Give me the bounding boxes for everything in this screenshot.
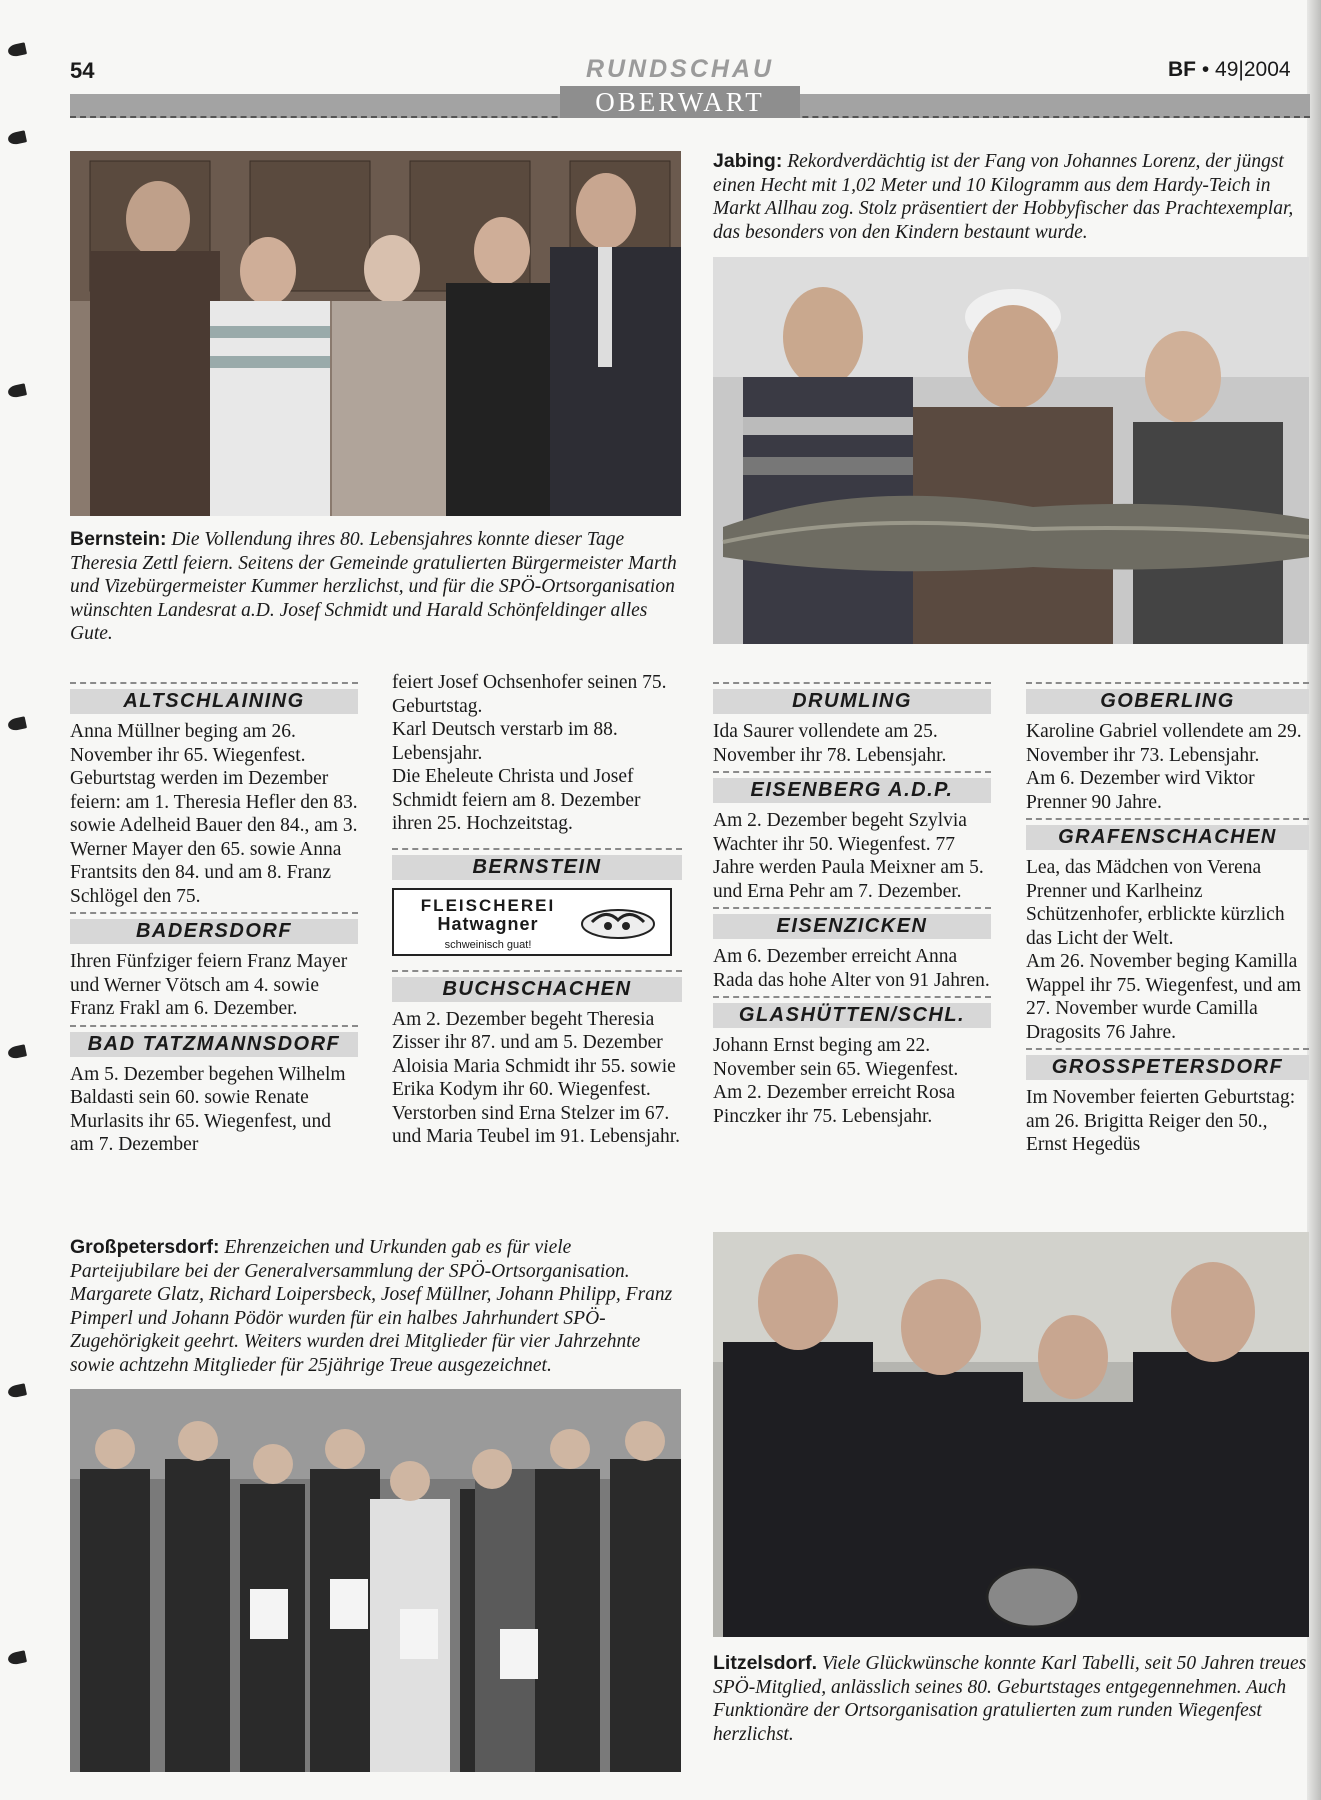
section-heading-label: BAD TATZMANNSDORF xyxy=(70,1032,358,1057)
margin-mark xyxy=(7,1650,27,1665)
caption-jabing xyxy=(713,150,1309,244)
brand-label: BF xyxy=(1168,58,1196,81)
caption-lead: Großpetersdorf: xyxy=(70,1236,220,1258)
ad-line-2: Hatwagner xyxy=(437,913,539,934)
caption-lead: Litzelsdorf. xyxy=(713,1652,818,1674)
photo-litzelsdorf-image xyxy=(713,1232,1309,1637)
sausage-platter-icon xyxy=(578,902,658,942)
section-text: feiert Josef Ochsenhofer seinen 75. Geburtstag. xyxy=(392,672,667,717)
advertisement xyxy=(392,888,672,956)
scan-edge xyxy=(1307,0,1321,1800)
section-heading xyxy=(713,907,991,939)
section-text: Karl Deutsch verstarb im 88. Lebensjahr. xyxy=(392,719,618,764)
section-heading-label: BUCHSCHACHEN xyxy=(392,977,682,1002)
photo-litzelsdorf xyxy=(713,1232,1309,1637)
caption-bernstein xyxy=(70,528,682,646)
photo-jabing-image xyxy=(713,257,1309,644)
photo-grosspetersdorf xyxy=(70,1389,681,1772)
section-heading xyxy=(70,682,358,714)
column-1 xyxy=(70,678,358,1157)
section-heading xyxy=(70,912,358,944)
section-text: Am 2. Dezember begeht Theresia Zisser ihr 87. und am 5. Dezember Aloisia Maria Schmidt ihr 55. sowie Erika Kodym ihr 60. Wiegenfest. Verstorben sind Erna Stelzer im 67. und Maria Teubel im 91. Lebensjahr. xyxy=(392,1008,680,1147)
section-heading-label: DRUMLING xyxy=(713,689,991,714)
section-text: Karoline Gabriel vollendete am 29. November ihr 73. Lebensjahr. xyxy=(1026,721,1302,766)
section-text: Am 5. Dezember begehen Wilhelm Baldasti sein 60. sowie Renate Murlasits ihr 65. Wiegenfest, und am 7. Dezember xyxy=(70,1063,346,1155)
photo-grosspetersdorf-image xyxy=(70,1389,681,1772)
section-heading xyxy=(392,970,682,1002)
margin-mark xyxy=(7,383,27,398)
section-heading xyxy=(70,1025,358,1057)
caption-text: Viele Glückwünsche konnte Karl Tabelli, seit 50 Jahren treues SPÖ-Mitglied, anlässlich seines 80. Geburtstages entgegennehmen. Auch Funktionäre der Ortsorganisation gratulierten zum runden Wiegenfest herzlichst. xyxy=(713,1653,1307,1745)
section-heading xyxy=(1026,818,1309,850)
photo-bernstein xyxy=(70,151,681,516)
section-heading-label: ALTSCHLAINING xyxy=(70,689,358,714)
caption-text: Die Vollendung ihres 80. Lebensjahres konnte dieser Tage Theresia Zettl feiern. Seitens der Gemeinde gratulierten Bürgermeister Marth und Vizebürgermeister Kummer herzlichst, und für die SPÖ-Ortsorganisation wünschten Landesrat a.D. Josef Schmidt und Harald Schönfeldinger alles Gute. xyxy=(70,529,677,645)
section-heading xyxy=(713,771,991,803)
section-heading-label: EISENBERG A.D.P. xyxy=(713,778,991,803)
ressort-label: OBERWART xyxy=(560,86,800,118)
section-text: Anna Müllner beging am 26. November ihr 65. Wiegenfest. Geburtstag werden im Dezember feiern: am 1. Theresia Hefler den 83. sowie Adelheid Bauer den 84., am 3. Werner Mayer den 65. sowie Anna Frantsits den 84. und am 8. Franz Schlögel den 75. xyxy=(70,721,358,907)
margin-mark xyxy=(7,716,27,731)
photo-bernstein-image xyxy=(70,151,681,516)
caption-lead: Bernstein: xyxy=(70,528,167,550)
caption-lead: Jabing: xyxy=(713,150,783,172)
section-heading-label: GRAFENSCHACHEN xyxy=(1026,825,1309,850)
separator: • xyxy=(1201,58,1210,81)
margin-mark xyxy=(7,1044,27,1059)
caption-grosspetersdorf xyxy=(70,1236,682,1378)
section-heading-label: GROSSPETERSDORF xyxy=(1026,1055,1309,1080)
section-heading-label: BADERSDORF xyxy=(70,919,358,944)
section-heading-label: GOBERLING xyxy=(1026,689,1309,714)
section-heading xyxy=(1026,1048,1309,1080)
section-heading-label: EISENZICKEN xyxy=(713,914,991,939)
section-text: Johann Ernst beging am 22. November sein 65. Wiegenfest. Am 2. Dezember erreicht Rosa Pinczker ihr 75. Lebensjahr. xyxy=(713,1035,959,1127)
photo-jabing xyxy=(713,257,1309,644)
issue-number: 49|2004 xyxy=(1215,58,1291,81)
section-text: Am 2. Dezember begeht Szylvia Wachter ihr 50. Wiegenfest. 77 Jahre werden Paula Meixner am 5. und Erna Pehr am 7. Dezember. xyxy=(713,810,984,902)
ad-slogan: schweinisch guat! xyxy=(444,938,532,951)
caption-text: Rekordverdächtig ist der Fang von Johannes Lorenz, der jüngst einen Hecht mit 1,02 Meter und 10 Kilogramm aus dem Hardy-Teich in Markt Allhau zog. Stolz präsentiert der Hobbyfischer das Prachtexemplar, das besonders von den Kindern bestaunt wurde. xyxy=(713,151,1294,243)
page-number: 54 xyxy=(70,58,95,83)
section-text: Ida Saurer vollendete am 25. November ihr 78. Lebensjahr. xyxy=(713,721,947,766)
section-heading xyxy=(713,682,991,714)
section-text: Am 6. Dezember wird Viktor Prenner 90 Jahre. xyxy=(1026,768,1255,813)
section-text: Ihren Fünfziger feiern Franz Mayer und Werner Vötsch am 4. sowie Franz Frakl am 6. Dezember. xyxy=(70,951,348,1019)
margin-mark xyxy=(7,1383,27,1398)
section-heading xyxy=(392,848,682,880)
margin-mark xyxy=(7,130,27,145)
section-text: Am 26. November beging Kamilla Wappel ihr 75. Wiegenfest, und am 27. November wurde Camilla Dragosits 76 Jahre. xyxy=(1026,951,1302,1043)
section-heading-label: BERNSTEIN xyxy=(392,855,682,880)
publication-title: RUNDSCHAU xyxy=(585,55,775,83)
margin-mark xyxy=(7,42,27,57)
issue-info xyxy=(1168,58,1291,82)
section-text: Lea, das Mädchen von Verena Prenner und Karlheinz Schützenhofer, erblickte kürzlich das Licht der Welt. xyxy=(1026,857,1285,949)
column-4 xyxy=(1026,678,1309,1157)
section-heading xyxy=(713,996,991,1028)
column-2 xyxy=(392,671,682,1149)
section-heading xyxy=(1026,682,1309,714)
caption-litzelsdorf xyxy=(713,1652,1309,1746)
section-heading-label: GLASHÜTTEN/SCHL. xyxy=(713,1003,991,1028)
section-text: Am 6. Dezember erreicht Anna Rada das hohe Alter von 91 Jahren. xyxy=(713,946,990,991)
column-3 xyxy=(713,678,991,1128)
caption-text: Ehrenzeichen und Urkunden gab es für viele Parteijubilare bei der Generalversammlung der SPÖ-Ortsorganisation. Margarete Glatz, Richard Loipersbeck, Josef Müllner, Johann Philipp, Franz Pimperl und Johann Pödör wurden für ein halbes Jahrhundert SPÖ-Zugehörigkeit geehrt. Weiters wurden drei Mitglieder für vier Jahrzehnte sowie achtzehn Mitglieder für 25jährige Treue ausgezeichnet. xyxy=(70,1237,673,1376)
section-text: Die Eheleute Christa und Josef Schmidt feiern am 8. Dezember ihren 25. Hochzeitstag. xyxy=(392,766,641,834)
ad-line-1: FLEISCHEREI xyxy=(420,895,556,915)
section-text: Im November feierten Geburtstag: am 26. Brigitta Reiger den 50., Ernst Hegedüs xyxy=(1026,1087,1296,1155)
